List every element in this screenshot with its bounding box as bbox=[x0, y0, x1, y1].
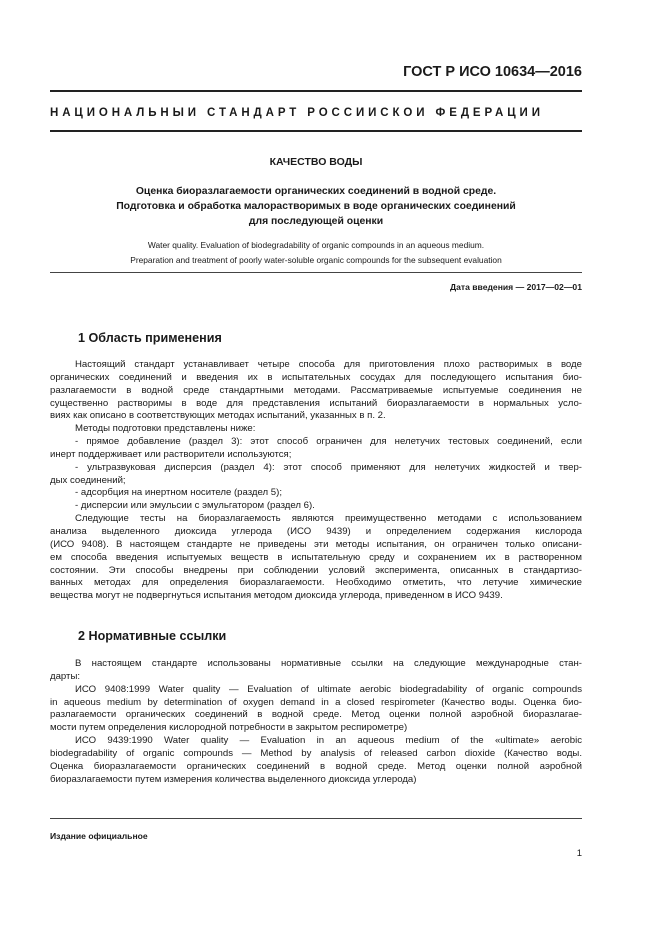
paragraph-line: - дисперсии или эмульсии с эмульгатором (раздел 6). bbox=[75, 500, 315, 512]
paragraph-line: разлагаемости органических соединений в водной среде. Метод оценки полной аэробной биоразлагае- bbox=[50, 709, 582, 721]
paragraph-line: состоянии. Эти способы внедрены при соблюдении условий эксперимента, описанных в стандартизо- bbox=[50, 564, 582, 576]
section-2-body bbox=[50, 658, 582, 786]
subtitle-line: Оценка биоразлагаемости органических соединений в водной среде. bbox=[135, 186, 497, 197]
header-rule-bottom bbox=[50, 130, 582, 132]
subtitle-line: Подготовка и обработка малорастворимых в воде органических соединений bbox=[116, 201, 516, 212]
paragraph-line: biodegradability of organic compounds — Method by analysis of released carbon dioxide (Качество воды. bbox=[50, 747, 582, 759]
introduction-date: Дата введения — 2017—02—01 bbox=[449, 282, 582, 292]
document-subtitle bbox=[50, 184, 582, 229]
english-title bbox=[50, 238, 582, 268]
section-2-heading: 2 Нормативные ссылки bbox=[78, 629, 227, 643]
paragraph-line: - прямое добавление (раздел 3): этот способ ограничен для нелетучих тестовых соединений, если bbox=[75, 436, 582, 448]
document-title: КАЧЕСТВО ВОДЫ bbox=[269, 156, 363, 168]
paragraph-line: - ультразвуковая дисперсия (раздел 4): этот способ применяют для нелетучих жидкостей и твер- bbox=[75, 461, 582, 473]
paragraph-line: Следующие тесты на биоразлагаемость являются преимущественно методами с использованием bbox=[75, 513, 582, 525]
paragraph-line: дарты: bbox=[50, 670, 81, 682]
paragraph-line: органических соединений и введения их в испытательных сосудах для последующего испытания био- bbox=[50, 371, 582, 383]
paragraph-line: Настоящий стандарт устанавливает четыре способа для приготовления плохо растворимых в воде bbox=[75, 359, 582, 370]
paragraph-line: анализа выделенного диоксида углерода (ИСО 9439) и определением содержания кислорода bbox=[50, 525, 582, 537]
paragraph-line: ИСО 9408:1999 Water quality — Evaluation of ultimate aerobic biodegradability of organic compounds bbox=[75, 683, 582, 695]
paragraph-line: ем способа введения испытуемых веществ в испытательную среду и сохранением их в растворенном bbox=[50, 551, 582, 563]
edition-note: Издание официальное bbox=[50, 831, 148, 841]
paragraph-line: дых соединений; bbox=[50, 474, 126, 486]
document-code: ГОСТ Р ИСО 10634—2016 bbox=[403, 64, 582, 80]
page-number: 1 bbox=[576, 848, 582, 859]
paragraph-line: существенно растворимы в воде для представления испытаний биоразлагаемости в нормальных усло- bbox=[50, 397, 582, 409]
header-rule-top bbox=[50, 90, 582, 92]
paragraph-line: (ИСО 9408). В настоящем стандарте не приведены эти методы испытания, он ограничен только описани- bbox=[50, 538, 582, 550]
english-title-line: Water quality. Evaluation of biodegradability of organic compounds in an aqueous medium. bbox=[147, 240, 485, 250]
paragraph-line: ИСО 9439:1990 Water quality — Evaluation in an aqueous medium of the «ultimate» aerobic bbox=[75, 735, 582, 747]
footer-separator bbox=[50, 818, 582, 819]
paragraph-line: виях как описано в соответствующих методах испытаний, указанных в п. 2. bbox=[50, 410, 386, 422]
paragraph-line: Оценка биоразлагаемости органических соединений в водной среде. Метод оценки полной аэробной bbox=[50, 760, 582, 772]
section-1-body bbox=[50, 359, 582, 603]
english-title-line: Preparation and treatment of poorly water-soluble organic compounds for the subsequent evaluation bbox=[130, 255, 502, 265]
paragraph-line: инерт поддерживает или растворители используются; bbox=[50, 448, 292, 460]
paragraph-line: in aqueous medium by determination of oxygen demand in a closed respirometer (Качество воды. Оценка био- bbox=[50, 696, 582, 708]
paragraph-line: Методы подготовки представлены ниже: bbox=[75, 423, 256, 435]
paragraph-line: вещества могут не подвергнуться испытания методом диоксида углерода, приведенном в ИСО 9439. bbox=[50, 590, 503, 602]
subtitle-line: для последующей оценки bbox=[248, 216, 384, 227]
paragraph-line: биоразлагаемости путем измерения количества выделенного диоксида углерода) bbox=[50, 773, 417, 785]
paragraph-line: разлагаемости в водной среде стандартными методами. Рассматриваемые испытуемые соединения не bbox=[50, 384, 582, 396]
section-1-heading: 1 Область применения bbox=[78, 331, 222, 345]
paragraph-line: ванных методах для определения биоразлагаемости. Необходимо отметить, что летучие химические bbox=[50, 577, 582, 589]
paragraph-line: - адсорбция на инертном носителе (раздел 5); bbox=[75, 487, 282, 499]
national-standard-banner: НАЦИОНАЛЬНЫЙ СТАНДАРТ РОССИЙСКОЙ ФЕДЕРАЦИИ bbox=[50, 107, 544, 119]
paragraph-line: мости путем определения кислородной потребности в закрытом респирометре) bbox=[50, 722, 408, 734]
paragraph-line: В настоящем стандарте использованы нормативные ссылки на следующие международные стан- bbox=[75, 658, 582, 669]
title-separator bbox=[50, 272, 582, 273]
